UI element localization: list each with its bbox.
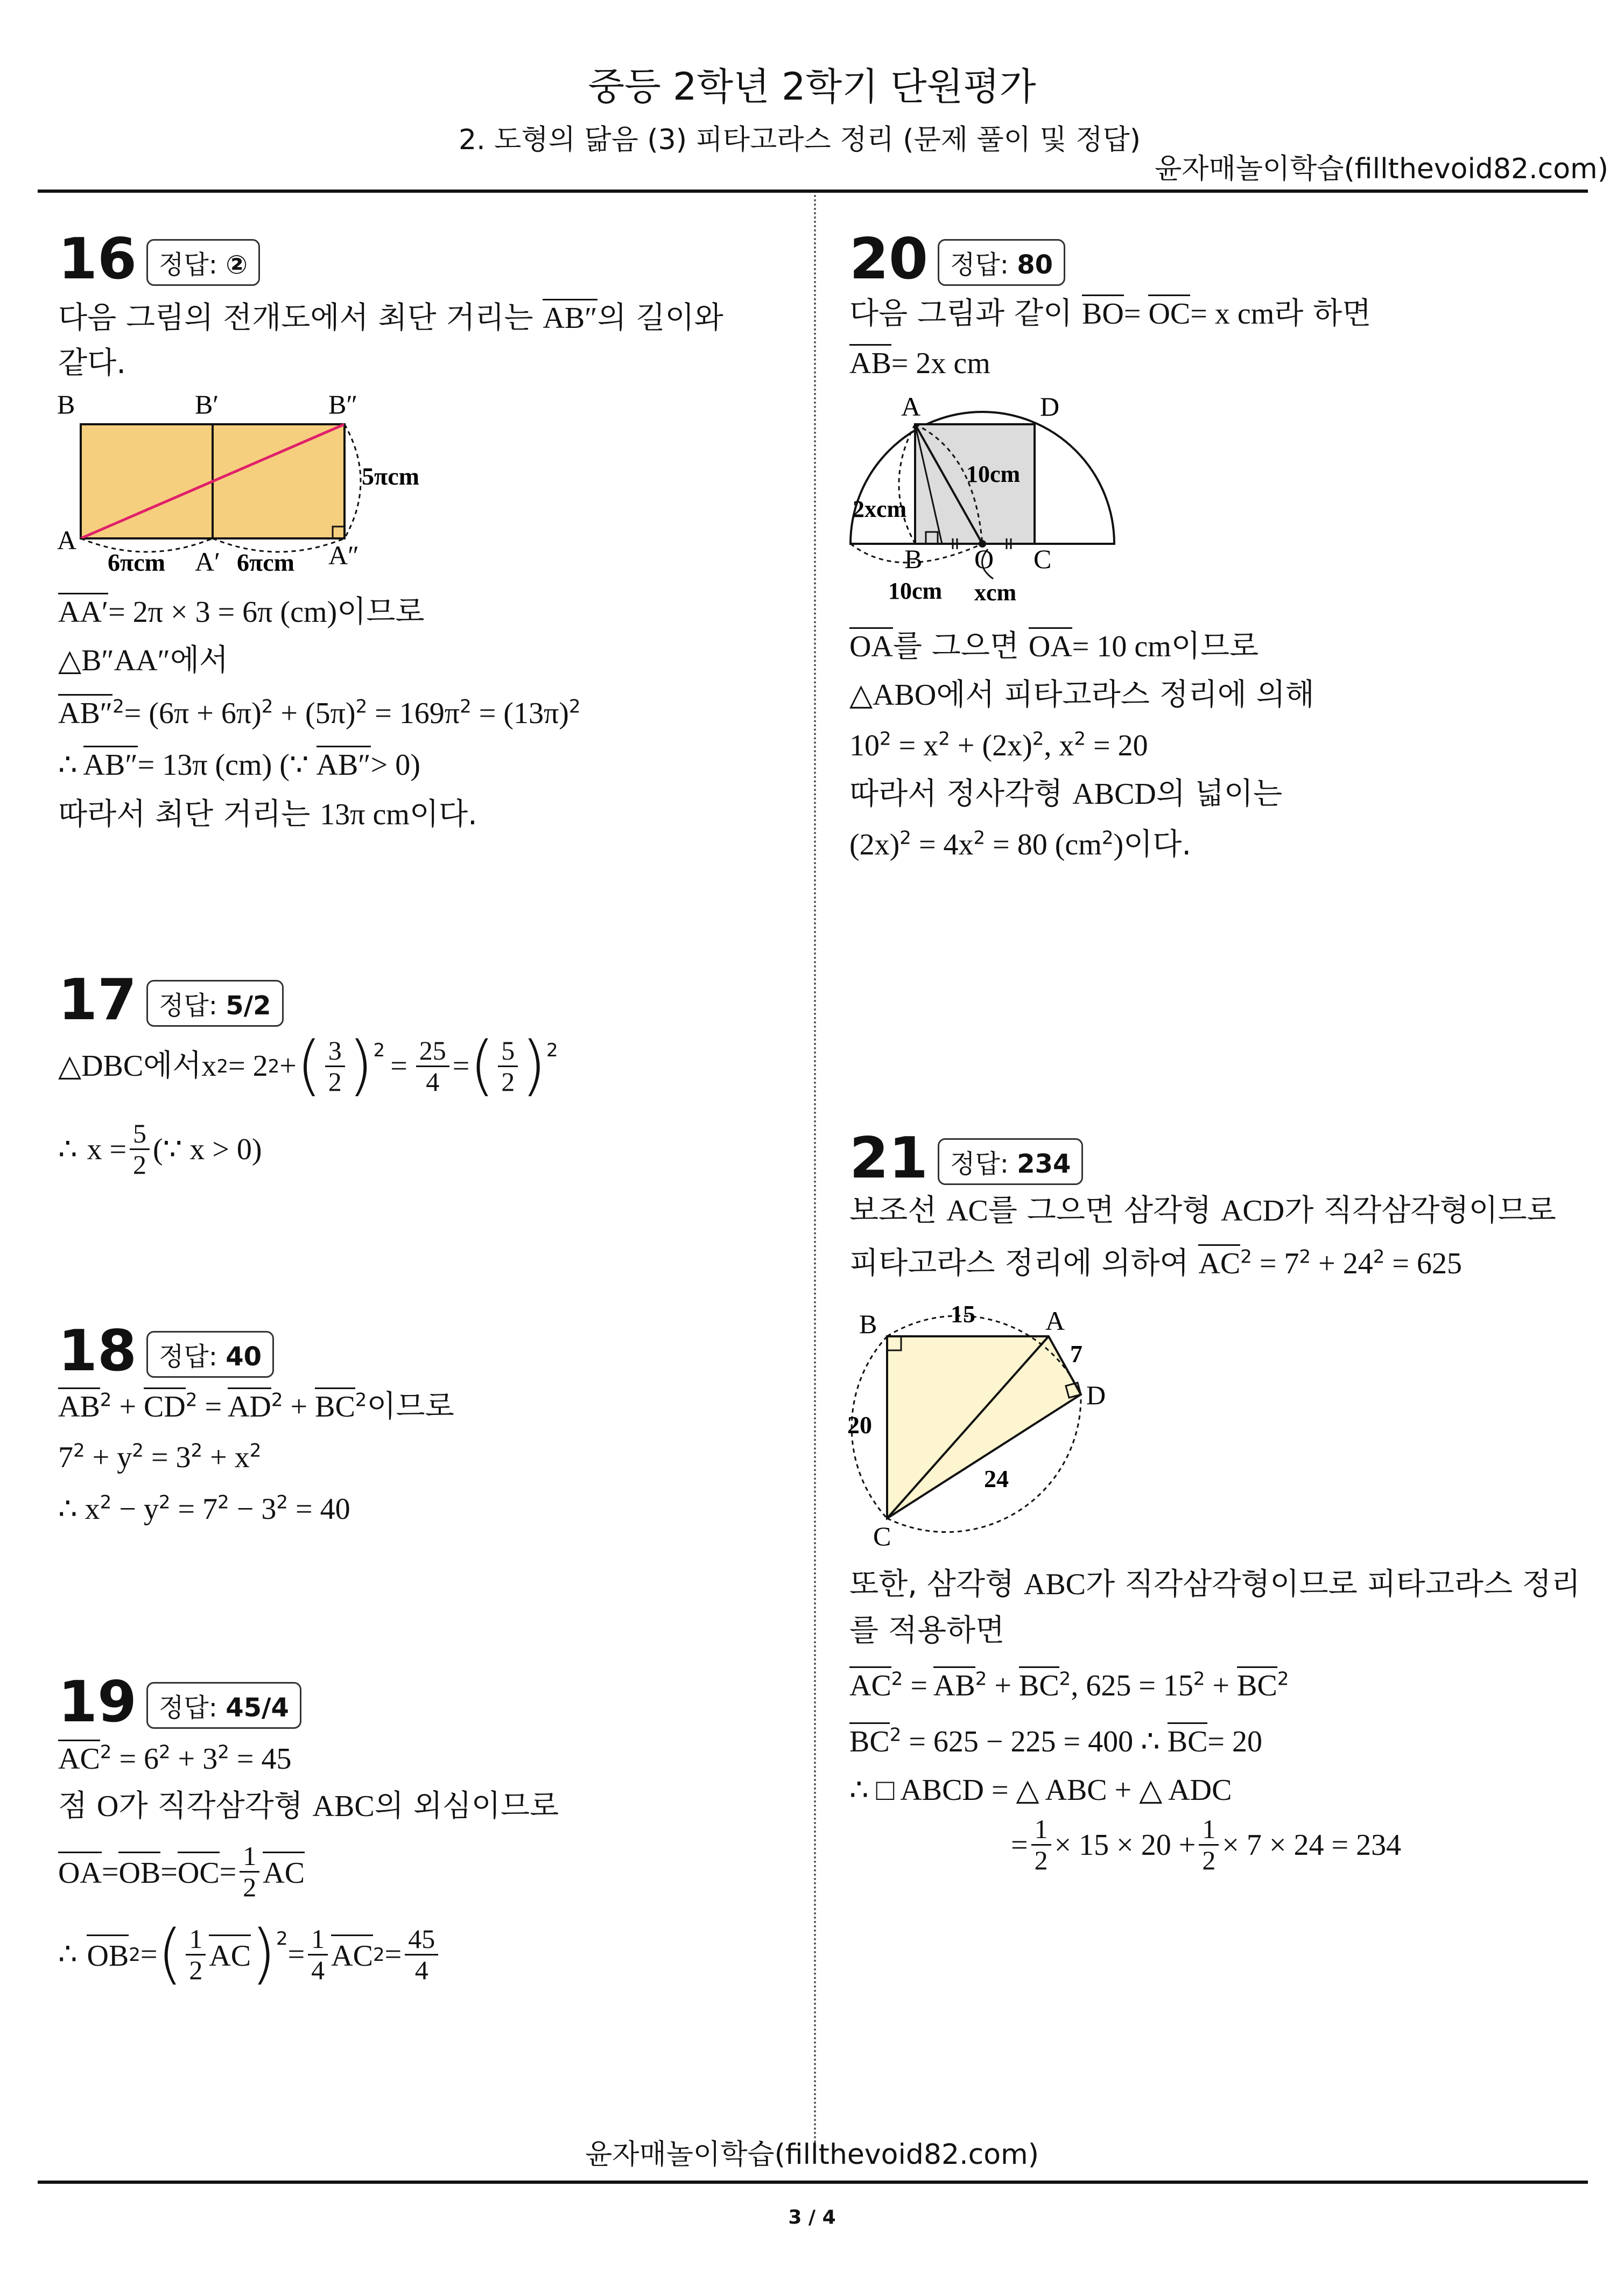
answer-value-17: 5/2 bbox=[226, 991, 271, 1021]
expr: (2x) bbox=[849, 828, 900, 861]
seg: BC bbox=[849, 1722, 890, 1758]
p16-label-height: 5πcm bbox=[362, 462, 419, 490]
expr: = 7 bbox=[1252, 1247, 1299, 1280]
p20-arc-2x bbox=[899, 424, 915, 544]
expr: + bbox=[279, 1049, 297, 1083]
answer-value-21: 234 bbox=[1017, 1149, 1071, 1179]
footer-rule bbox=[38, 2181, 1588, 2184]
op: = bbox=[219, 1855, 237, 1889]
p16-label-A: A bbox=[57, 525, 77, 555]
num: 1 bbox=[308, 1924, 328, 1955]
fraction bbox=[130, 1119, 150, 1180]
text: 의 넓이는 bbox=[1156, 776, 1283, 811]
seg: AB bbox=[849, 344, 891, 380]
p19-step2 bbox=[58, 1788, 559, 1825]
p20-text-line2 bbox=[849, 345, 990, 382]
seg: AD bbox=[228, 1387, 271, 1424]
expr: = 625 bbox=[1384, 1247, 1462, 1280]
seg: BC bbox=[1237, 1666, 1277, 1702]
expr: = 625 − 225 = 400 ∴ bbox=[901, 1725, 1168, 1758]
column-divider bbox=[814, 195, 816, 2149]
answer-label: 정답: bbox=[159, 250, 217, 280]
op: = bbox=[287, 1938, 305, 1971]
answer-box-17 bbox=[146, 980, 284, 1027]
p21-label-15: 15 bbox=[951, 1300, 975, 1328]
p20-step2 bbox=[849, 676, 1314, 714]
text: 이므로 bbox=[1171, 629, 1259, 664]
p19-step3 bbox=[58, 1841, 305, 1902]
expr: O bbox=[96, 1790, 119, 1823]
op: = bbox=[160, 1855, 178, 1889]
fraction bbox=[405, 1924, 438, 1985]
den: 2 bbox=[133, 1149, 147, 1180]
seg: AB bbox=[933, 1666, 975, 1702]
text: 점 bbox=[58, 1789, 97, 1824]
op: = bbox=[1123, 297, 1149, 331]
den: 4 bbox=[426, 1066, 440, 1097]
therefore: ∴ bbox=[58, 748, 83, 782]
seg: OA bbox=[1029, 627, 1072, 663]
expr: = 169π bbox=[367, 697, 460, 730]
num: 3 bbox=[325, 1036, 345, 1067]
page-number: 3 / 4 bbox=[788, 2206, 836, 2228]
expr: − y bbox=[111, 1492, 159, 1526]
expr: x = bbox=[87, 1132, 127, 1166]
p20-step1 bbox=[849, 628, 1259, 665]
text: 이므로 bbox=[337, 594, 425, 629]
den: 4 bbox=[311, 1954, 325, 1985]
p21-label-20: 20 bbox=[847, 1411, 872, 1439]
expr: = 6 bbox=[111, 1742, 159, 1776]
den: 2 bbox=[1202, 1845, 1216, 1875]
expr: ABCD bbox=[1072, 777, 1156, 811]
fraction bbox=[325, 1036, 345, 1097]
p16-step5 bbox=[58, 796, 477, 833]
answer-box-18 bbox=[146, 1331, 274, 1378]
expr: = (13π) bbox=[471, 697, 569, 730]
answer-label: 정답: bbox=[159, 1693, 217, 1723]
fraction bbox=[1031, 1814, 1051, 1875]
p21-label-A: A bbox=[1045, 1306, 1065, 1336]
answer-box-20 bbox=[938, 239, 1065, 286]
expr: x bbox=[85, 1492, 100, 1526]
text: 에서 피타고라스 정리에 의해 bbox=[936, 677, 1314, 712]
seg: AB″ bbox=[317, 746, 371, 782]
p21-step4: $BC^2 = 625 - 225 = 400$ ∴ BC= 20 bbox=[849, 1723, 1262, 1761]
seg: CD bbox=[144, 1387, 186, 1424]
num: 5 bbox=[130, 1119, 150, 1150]
problem-number-18: 18 bbox=[58, 1318, 137, 1384]
seg: BC bbox=[315, 1387, 355, 1424]
expr: = x bbox=[891, 729, 939, 762]
expr: = 2 bbox=[228, 1049, 268, 1083]
p16-label-width1: 6πcm bbox=[108, 549, 165, 576]
expr: ) bbox=[1113, 828, 1124, 861]
den: 2 bbox=[243, 1872, 257, 1902]
op: = bbox=[1011, 1828, 1028, 1862]
expr: AC bbox=[946, 1194, 988, 1228]
p16-height-arc bbox=[345, 424, 361, 538]
answer-value-18: 40 bbox=[226, 1342, 262, 1372]
p16-label-A2: A″ bbox=[328, 540, 359, 570]
op: + bbox=[1205, 1669, 1238, 1702]
p16-text-line1 bbox=[58, 299, 723, 337]
text: 가 직각삼각형이므로 피타고라스 정리 bbox=[1086, 1567, 1580, 1602]
seg: BO bbox=[1082, 295, 1124, 331]
den: 2 bbox=[328, 1066, 342, 1097]
expr: (∵ x > 0) bbox=[153, 1132, 262, 1166]
text: 의 외심이므로 bbox=[374, 1789, 559, 1824]
p17-step1: △DBC 에서 x 2 = 2 2 + ( $\frac{3}{2}$ ) $^2$ = $\frac{25}{4}$ = ( $\frac{5}{2}$ ) $^2$ bbox=[58, 1028, 558, 1103]
expr: + 3 bbox=[170, 1742, 218, 1776]
op: = bbox=[903, 1669, 933, 1702]
expr: = 4x bbox=[911, 828, 974, 861]
p20-label-2x: 2xcm bbox=[853, 496, 907, 522]
text: 따라서 정사각형 bbox=[849, 776, 1073, 811]
expr: × 7 × 24 = 234 bbox=[1222, 1828, 1402, 1862]
p16-step2: △B″AA″에서 bbox=[58, 644, 229, 677]
p20-step3: $10^2 = x^2 + (2x)^2$, $x^2 = 20$ bbox=[849, 728, 1148, 762]
seg: AC bbox=[58, 1740, 100, 1776]
seg: AC bbox=[1198, 1244, 1240, 1280]
text: 를 그으면 bbox=[892, 629, 1029, 664]
expr: = 2x cm bbox=[891, 347, 990, 380]
expr: = 3 bbox=[143, 1441, 191, 1474]
answer-value-19: 45/4 bbox=[226, 1693, 289, 1723]
p20-label-10cm: 10cm bbox=[966, 461, 1021, 487]
expr: = 80 (cm bbox=[985, 828, 1102, 861]
expr: = 10 cm bbox=[1072, 630, 1171, 663]
text: 이다. bbox=[1123, 827, 1192, 862]
num: 1 bbox=[240, 1841, 259, 1873]
expr: 13π cm bbox=[320, 798, 410, 831]
p21-step2: 를 적용하면 bbox=[849, 1613, 1005, 1648]
expr: = 20 bbox=[1086, 729, 1148, 762]
expr: − 3 bbox=[229, 1492, 277, 1526]
num: 45 bbox=[405, 1924, 438, 1955]
expr: = 13π (cm) (∵ bbox=[137, 748, 317, 782]
op: = bbox=[384, 1938, 402, 1971]
expr: = 2π × 3 = 6π (cm) bbox=[108, 595, 338, 629]
problem-number-20: 20 bbox=[849, 226, 929, 292]
p20-figure bbox=[845, 388, 1147, 614]
expr: = 40 bbox=[287, 1492, 350, 1526]
therefore: ∴ bbox=[58, 1938, 78, 1971]
seg: AC bbox=[331, 1934, 373, 1975]
p19-step4: ∴ OB 2 = ( $\frac{1}{2}$ AC ) $^2$ = $\frac{1}{4}$ AC 2 = $\frac{45}{4}$ bbox=[58, 1922, 441, 1987]
expr: 10 bbox=[849, 729, 880, 762]
expr: + x bbox=[202, 1441, 250, 1474]
p18-step3: ∴ $x^2 - y^2 = 7^2 - 3^2 = 40$ bbox=[58, 1491, 350, 1526]
footer-brand: 윤자매놀이학습(fillthevoid82.com) bbox=[585, 2139, 1039, 2171]
p16-label-B: B bbox=[57, 389, 75, 419]
p16-step4 bbox=[58, 746, 420, 784]
p16-step1 bbox=[58, 593, 424, 631]
p20-label-C: C bbox=[1034, 544, 1052, 574]
p21-label-7: 7 bbox=[1070, 1340, 1082, 1368]
fraction bbox=[240, 1841, 259, 1902]
p16-label-width2: 6πcm bbox=[237, 549, 294, 576]
seg: AC bbox=[849, 1666, 891, 1702]
seg: AB bbox=[58, 1387, 100, 1424]
p16-label-B2: B″ bbox=[328, 389, 358, 419]
text: 가 직각삼각형이므로 bbox=[1284, 1193, 1556, 1228]
problem-number-17: 17 bbox=[58, 967, 137, 1033]
answer-box-19 bbox=[146, 1682, 301, 1729]
den: 2 bbox=[1034, 1845, 1048, 1875]
expr: = 7 bbox=[170, 1492, 218, 1526]
seg: OC bbox=[178, 1852, 220, 1892]
problem-number-16: 16 bbox=[58, 226, 137, 292]
seg: BC bbox=[1168, 1722, 1208, 1758]
problem-number-21: 21 bbox=[849, 1125, 929, 1191]
answer-box-16 bbox=[146, 239, 260, 286]
expr: ACD bbox=[1220, 1194, 1285, 1228]
p21-label-24: 24 bbox=[984, 1465, 1009, 1492]
op: + bbox=[987, 1669, 1019, 1702]
num: 25 bbox=[416, 1036, 449, 1067]
seg: OC bbox=[1148, 295, 1190, 331]
expr: = x cm bbox=[1190, 297, 1275, 331]
seg: OA bbox=[58, 1852, 102, 1892]
text: 라 하면 bbox=[1274, 296, 1372, 331]
expr: 7 bbox=[58, 1441, 73, 1474]
answer-label: 정답: bbox=[950, 250, 1009, 280]
text: 따라서 최단 거리는 bbox=[58, 797, 320, 832]
expr: × 15 × 20 + bbox=[1054, 1828, 1196, 1862]
expr: △ABO bbox=[849, 678, 937, 712]
expr: , 625 = 15 bbox=[1071, 1669, 1193, 1702]
p19-step1: $AC^2 = 6^2 + 3^2 = 45$ bbox=[58, 1740, 292, 1778]
p21-step5: ∴ □ ABCD = △ ABC + △ ADC bbox=[849, 1774, 1232, 1807]
op: + bbox=[111, 1390, 144, 1424]
p18-step2: $7^2 + y^2 = 3^2 + x^2$ bbox=[58, 1440, 262, 1474]
expr: + (2x) bbox=[950, 729, 1032, 762]
p21-label-D: D bbox=[1086, 1380, 1106, 1410]
p20-label-A: A bbox=[901, 391, 921, 422]
p16-intro-b: 의 길이와 bbox=[597, 300, 723, 335]
text: 이므로 bbox=[367, 1389, 454, 1424]
p21-step3: $AC^2 = AB^2 + BC^2$, $625 = 15^2 + BC^2$ bbox=[849, 1667, 1289, 1705]
op: = bbox=[140, 1938, 158, 1971]
seg: AA′ bbox=[58, 593, 108, 629]
p16-label-A1: A′ bbox=[195, 546, 221, 576]
answer-label: 정답: bbox=[950, 1149, 1009, 1179]
p21-text-line2: 피타고라스 정리에 의하여 $AC^2 = 7^2 + 24^2 = 625$ bbox=[849, 1245, 1462, 1282]
seg: BC bbox=[1019, 1666, 1059, 1702]
num: 1 bbox=[1031, 1814, 1051, 1846]
p16-figure bbox=[54, 388, 463, 576]
seg: AB″ bbox=[58, 694, 113, 730]
expr: + (5π) bbox=[273, 697, 356, 730]
text: 이다. bbox=[409, 797, 477, 832]
p18-step1: $AB^2 + CD^2 = AD^2 + BC^2$이므로 bbox=[58, 1388, 454, 1426]
fraction bbox=[186, 1924, 206, 1985]
therefore: ∴ bbox=[58, 1492, 85, 1526]
p16-label-B1: B′ bbox=[195, 389, 219, 419]
den: 4 bbox=[414, 1954, 428, 1985]
p21-figure bbox=[845, 1292, 1125, 1561]
p20-step4 bbox=[849, 775, 1282, 813]
seg: AC bbox=[209, 1934, 251, 1975]
expr: △DBC bbox=[58, 1049, 144, 1083]
fraction bbox=[498, 1036, 518, 1097]
expr: + y bbox=[85, 1441, 132, 1474]
op: + bbox=[283, 1390, 315, 1424]
fraction bbox=[1199, 1814, 1219, 1875]
p21-step1 bbox=[849, 1566, 1580, 1603]
p16-intro: 다음 그림의 전개도에서 최단 거리는 bbox=[58, 300, 533, 335]
page-title: 중등 2학년 2학기 단원평가 bbox=[588, 65, 1036, 109]
den: 2 bbox=[501, 1066, 515, 1097]
expr: = (6π + 6π) bbox=[124, 697, 262, 730]
expr: ABC bbox=[312, 1790, 375, 1823]
text: 를 그으면 삼각형 bbox=[988, 1193, 1221, 1228]
num: 1 bbox=[186, 1924, 206, 1955]
problem-number-19: 19 bbox=[58, 1669, 137, 1735]
expr: , x bbox=[1044, 729, 1074, 762]
p17-step2 bbox=[58, 1119, 262, 1180]
expr: + 24 bbox=[1311, 1247, 1373, 1280]
p20-text-line1 bbox=[849, 295, 1371, 333]
p16-text-line2: 같다. bbox=[58, 346, 126, 381]
p21-label-B: B bbox=[859, 1309, 877, 1339]
expr: x bbox=[201, 1049, 217, 1083]
op: = bbox=[101, 1855, 119, 1889]
answer-value-20: 80 bbox=[1017, 250, 1053, 280]
text: 보조선 bbox=[849, 1193, 947, 1228]
expr: > 0) bbox=[370, 748, 420, 782]
text: 에서 bbox=[143, 1048, 202, 1083]
p20-label-D: D bbox=[1040, 391, 1060, 422]
num: 1 bbox=[1199, 1814, 1219, 1846]
p20-label-B: B bbox=[904, 544, 923, 574]
eq: = bbox=[452, 1049, 470, 1083]
seg: AB″ bbox=[83, 746, 138, 782]
text: 다음 그림과 같이 bbox=[849, 296, 1082, 331]
p20-step5: $(2x)^2 = 4x^2 = 80$ $(cm^2)$이다. bbox=[849, 827, 1192, 862]
p20-label-x: xcm bbox=[974, 579, 1017, 606]
header-rule bbox=[38, 190, 1588, 193]
eq: = bbox=[390, 1049, 407, 1083]
seg: OA bbox=[849, 627, 893, 663]
p20-label-10cm-b: 10cm bbox=[888, 578, 943, 604]
text: 피타고라스 정리에 의하여 bbox=[849, 1246, 1199, 1281]
fraction bbox=[308, 1924, 328, 1985]
p20-label-O: O bbox=[974, 544, 994, 574]
answer-label: 정답: bbox=[159, 1342, 217, 1372]
expr: ABC bbox=[1023, 1568, 1086, 1601]
therefore: ∴ bbox=[58, 1132, 78, 1166]
seg: OB bbox=[118, 1852, 160, 1892]
expr: = 45 bbox=[229, 1742, 292, 1776]
op: = bbox=[197, 1390, 228, 1424]
answer-value-16: ② bbox=[226, 250, 248, 280]
p16-step3: $AB''^2= (6\pi + 6\pi)^2 + (5\pi)^2 = 169\pi^2 = (13\pi)^2$ bbox=[58, 695, 581, 732]
header-brand: 윤자매놀이학습(fillthevoid82.com) bbox=[1155, 153, 1608, 185]
p21-step6 bbox=[1011, 1814, 1401, 1875]
expr: = 20 bbox=[1207, 1725, 1263, 1758]
answer-box-21 bbox=[938, 1138, 1083, 1185]
answer-label: 정답: bbox=[159, 991, 217, 1021]
fraction bbox=[416, 1036, 449, 1097]
text: 또한, 삼각형 bbox=[849, 1567, 1024, 1602]
p21-text-line1 bbox=[849, 1192, 1556, 1230]
text: 가 직각삼각형 bbox=[118, 1789, 313, 1824]
seg: OB bbox=[87, 1934, 129, 1975]
p16-segment-ab2: AB″ bbox=[543, 299, 597, 335]
page-subtitle: 2. 도형의 닮음 (3) 피타고라스 정리 (문제 풀이 및 정답) bbox=[459, 124, 1141, 156]
den: 2 bbox=[189, 1954, 203, 1985]
seg: AC bbox=[263, 1852, 305, 1892]
p21-label-C: C bbox=[873, 1521, 891, 1551]
num: 5 bbox=[498, 1036, 518, 1067]
